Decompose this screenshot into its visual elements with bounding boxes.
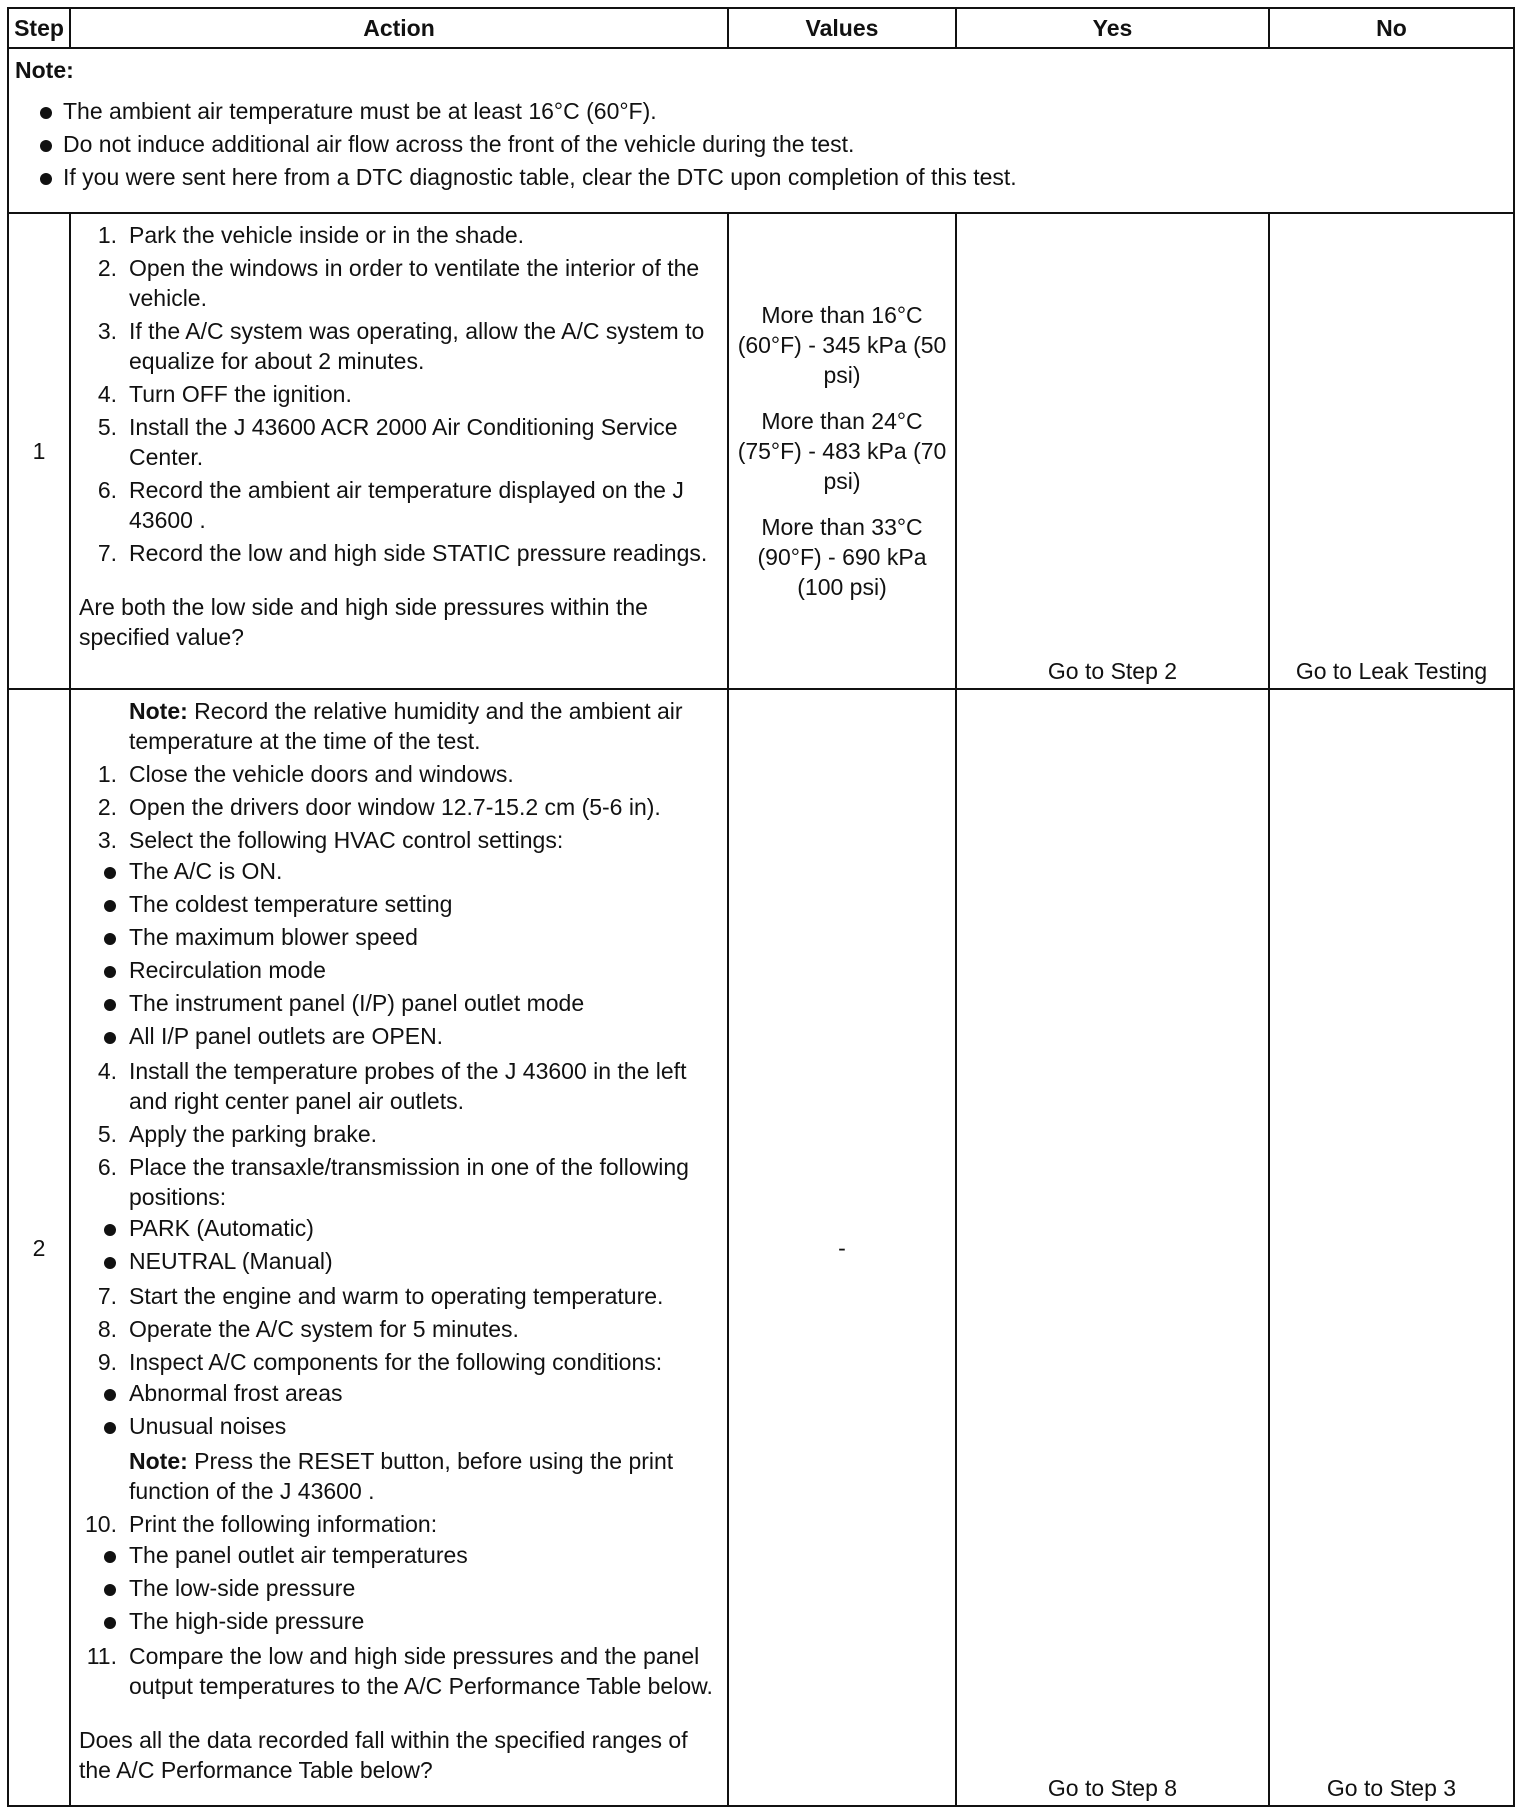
- list-item: 2. Open the drivers door window 12.7-15.2 cm (5-6 in).: [97, 794, 661, 820]
- step-question: Does all the data recorded fall within the specified ranges of the A/C Performance Table below?: [79, 1727, 688, 1783]
- header-no: No: [1269, 8, 1514, 48]
- list-item: 1. Park the vehicle inside or in the shade.: [97, 222, 525, 248]
- action-list: [79, 696, 717, 1701]
- sub-item: All I/P panel outlets are OPEN.: [79, 1020, 717, 1053]
- sub-item: The instrument panel (I/P) panel outlet mode: [79, 987, 717, 1020]
- note-list: [15, 95, 1507, 194]
- list-item: 7. Record the low and high side STATIC pressure readings.: [97, 540, 708, 566]
- note-row: [8, 48, 1514, 213]
- header-values: Values: [728, 8, 956, 48]
- action-cell: [70, 213, 728, 689]
- header-action: Action: [70, 8, 728, 48]
- value-text: More than 16°C (60°F) - 345 kPa (50 psi): [737, 302, 947, 388]
- list-item: 4. Install the temperature probes of the J 43600 in the left and right center panel air outlets.: [97, 1058, 687, 1114]
- list-item: 6. Record the ambient air temperature displayed on the J 43600 .: [97, 477, 684, 533]
- step-row-1: [8, 213, 1514, 689]
- inline-note: Note: Press the RESET button, before using the print function of the J 43600 .: [129, 1448, 674, 1504]
- list-item: 7. Start the engine and warm to operating temperature.: [97, 1283, 664, 1309]
- sub-list: [79, 1539, 717, 1638]
- sub-item: Recirculation mode: [79, 954, 717, 987]
- sub-item: Unusual noises: [79, 1410, 717, 1443]
- yes-answer: Go to Step 8: [956, 689, 1269, 1806]
- no-answer: Go to Leak Testing: [1269, 213, 1514, 689]
- inline-note: Note: Record the relative humidity and the ambient air temperature at the time of the test.: [129, 698, 683, 754]
- list-item: 3. If the A/C system was operating, allow the A/C system to equalize for about 2 minutes.: [97, 318, 705, 374]
- step-question: Are both the low side and high side pressures within the specified value?: [79, 594, 648, 650]
- values-cell: -: [728, 689, 956, 1806]
- step-number: 2: [8, 689, 70, 1806]
- list-item: 5. Install the J 43600 ACR 2000 Air Conditioning Service Center.: [97, 414, 678, 470]
- sub-item: Abnormal frost areas: [79, 1377, 717, 1410]
- action-cell: [70, 689, 728, 1806]
- step-row-2: [8, 689, 1514, 1806]
- sub-item: The high-side pressure: [79, 1605, 717, 1638]
- list-item: 10. Print the following information: The panel outlet air temperatures The low-side pressure The high-side pressure: [79, 1509, 717, 1638]
- sub-list: [79, 1377, 717, 1443]
- header-row: [8, 8, 1514, 48]
- sub-list: [79, 1212, 717, 1278]
- list-item: 6. Place the transaxle/transmission in one of the following positions: PARK (Automatic) NEUTRAL (Manual): [79, 1152, 717, 1278]
- note-title: Note:: [15, 57, 74, 83]
- list-item: 2. Open the windows in order to ventilate the interior of the vehicle.: [97, 255, 700, 311]
- list-item: 11. Compare the low and high side pressures and the panel output temperatures to the A/C Performance Table below.: [86, 1643, 713, 1699]
- diagnostic-table: [7, 7, 1515, 1807]
- list-item: 8. Operate the A/C system for 5 minutes.: [97, 1316, 519, 1342]
- list-item: 1. Close the vehicle doors and windows.: [97, 761, 514, 787]
- list-item: 5. Apply the parking brake.: [97, 1121, 378, 1147]
- no-answer: Go to Step 3: [1269, 689, 1514, 1806]
- list-item: 4. Turn OFF the ignition.: [97, 381, 352, 407]
- header-yes: Yes: [956, 8, 1269, 48]
- action-list: [79, 220, 717, 568]
- header-step: Step: [8, 8, 70, 48]
- note-cell: [8, 48, 1514, 213]
- list-item: 9. Inspect A/C components for the following conditions: Abnormal frost areas Unusual noises: [79, 1347, 717, 1443]
- sub-item: The coldest temperature setting: [79, 888, 717, 921]
- sub-item: The maximum blower speed: [79, 921, 717, 954]
- sub-item: The panel outlet air temperatures: [79, 1539, 717, 1572]
- sub-item: PARK (Automatic): [79, 1212, 717, 1245]
- sub-item: The A/C is ON.: [79, 855, 717, 888]
- sub-list: [79, 855, 717, 1053]
- yes-answer: Go to Step 2: [956, 213, 1269, 689]
- note-bullet: Do not induce additional air flow across the front of the vehicle during the test.: [15, 128, 1507, 161]
- sub-item: NEUTRAL (Manual): [79, 1245, 717, 1278]
- value-text: More than 33°C (90°F) - 690 kPa (100 psi): [757, 514, 927, 600]
- sub-item: The low-side pressure: [79, 1572, 717, 1605]
- list-item: 3. Select the following HVAC control settings: The A/C is ON. The coldest temperature setting The maximum blower speed Recirculation mode The instrument panel (I/P) panel outlet mode All I/P panel outlets are OPEN.: [79, 825, 717, 1053]
- value-text: More than 24°C (75°F) - 483 kPa (70 psi): [737, 408, 947, 494]
- note-bullet: If you were sent here from a DTC diagnostic table, clear the DTC upon completion of this test.: [15, 161, 1507, 194]
- note-bullet: The ambient air temperature must be at least 16°C (60°F).: [15, 95, 1507, 128]
- values-cell: [728, 213, 956, 689]
- step-number: 1: [8, 213, 70, 689]
